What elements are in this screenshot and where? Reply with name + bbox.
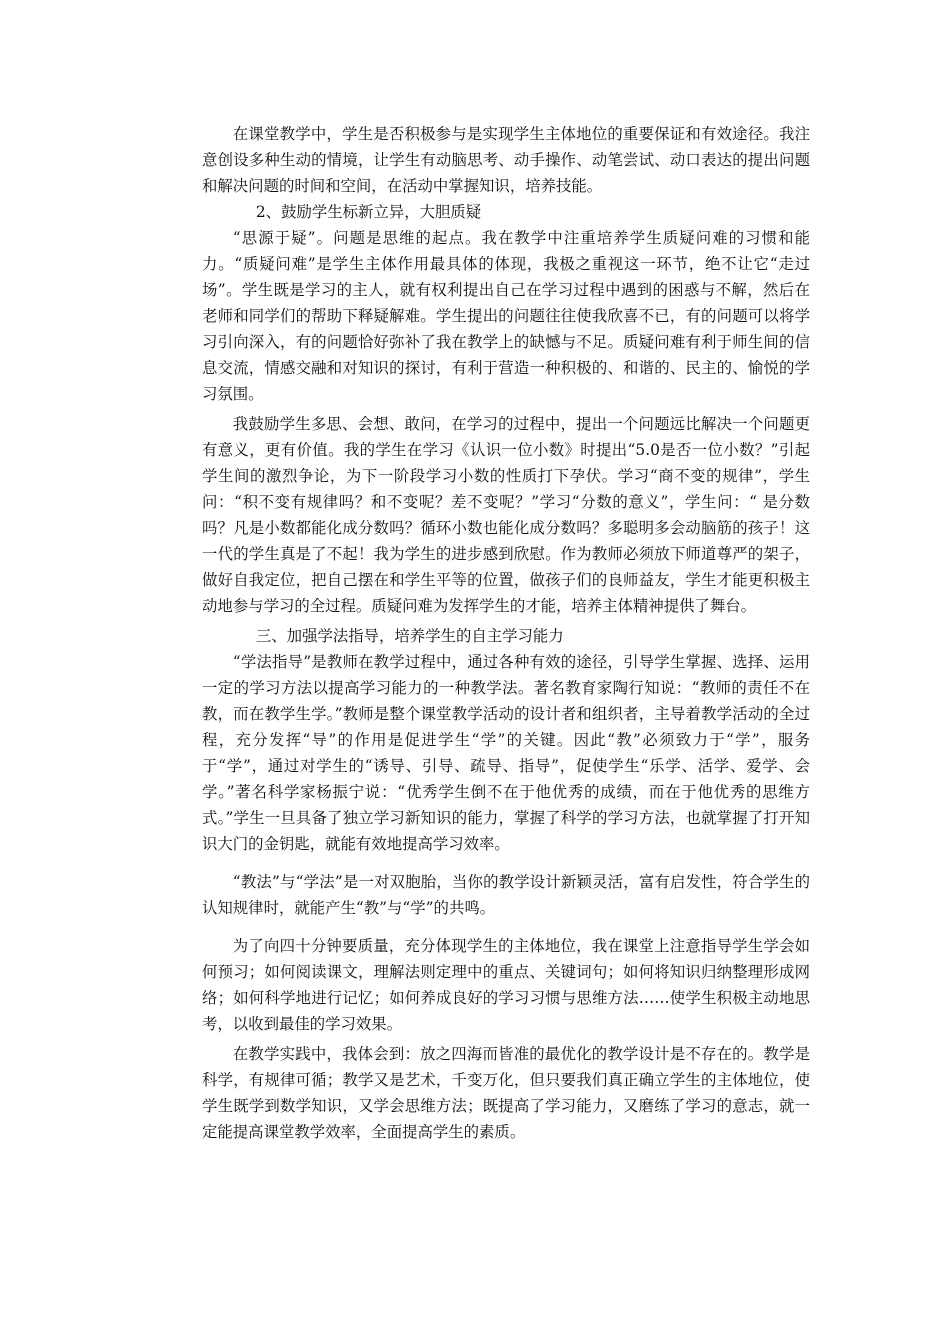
paragraph-encourage-questions: 我鼓励学生多思、会想、敢问，在学习的过程中，提出一个问题远比解决一个问题更有意义，更有价值。我的学生在学习《认识一位小数》时提出“5.0是否一位小数？”引起学生间的激烈争论，为下一阶段学习小数的性质打下孕伏。学习“商不变的规律”，学生问：“积不变有规律吗？和不变呢？差不变呢？”学习“分数的意义”，学生问：“ 是分数吗？凡是小数都能化成分数吗？循环小数也能化成分数吗？多聪明多会动脑筋的孩子！这一代的学生真是了不起！我为学生的进步感到欣慰。作为教师必须放下师道尊严的架子，做好自我定位，把自己摆在和学生平等的位置，做孩子们的良师益友，学生才能更积极主动地参与学习的全过程。质疑问难为发挥学生的才能，培养主体精神提供了舞台。 xyxy=(202,415,810,615)
paragraph-conclusion: 在教学实践中，我体会到：放之四海而皆准的最优化的教学设计是不存在的。教学是科学，有规律可循；教学又是艺术，千变万化，但只要我们真正确立学生的主体地位，使学生既学到数学知识，又学会思维方法；既提高了学习能力，又磨练了学习的意志，就一定能提高课堂教学效率，全面提高学生的素质。 xyxy=(202,1045,810,1141)
section-heading-questioning: 2、鼓励学生标新立异，大胆质疑 xyxy=(255,203,482,221)
paragraph-participation: 在课堂教学中，学生是否积极参与是实现学生主体地位的重要保证和有效途径。我注意创设多种生动的情境，让学生有动脑思考、动手操作、动笔尝试、动口表达的提出问题和解决问题的时间和空间，在活动中掌握知识，培养技能。 xyxy=(202,125,810,195)
document-page xyxy=(202,121,810,1145)
paragraph-thinking-from-doubt: “思源于疑”。问题是思维的起点。我在教学中注重培养学生质疑问难的习惯和能力。“质疑问难”是学生主体作用最具体的体现，我极之重视这一环节，绝不让它“走过场”。学生既是学习的主人，就有权利提出自己在学习过程中遇到的困惑与不解，然后在老师和同学们的帮助下释疑解难。学生提出的问题往往使我欣喜不已，有的问题可以将学习引向深入，有的问题恰好弥补了我在教学上的缺憾与不足。质疑问难有利于师生间的信息交流，情感交融和对知识的探讨，有利于营造一种积极的、和谐的、民主的、愉悦的学习氛围。 xyxy=(202,229,810,403)
section-heading-study-methods: 三、加强学法指导，培养学生的自主学习能力 xyxy=(255,627,564,645)
paragraph-teaching-and-learning: “教法”与“学法”是一对双胞胎，当你的教学设计新颖灵活，富有启发性，符合学生的认知规律时，就能产生“教”与“学”的共鸣。 xyxy=(202,873,810,917)
paragraph-forty-minutes: 为了向四十分钟要质量，充分体现学生的主体地位，我在课堂上注意指导学生学会如何预习；如何阅读课文，理解法则定理中的重点、关键词句；如何将知识归纳整理形成网络；如何科学地进行记忆；如何养成良好的学习习惯与思维方法……使学生积极主动地思考，以收到最佳的学习效果。 xyxy=(202,937,810,1033)
paragraph-study-method-guidance: “学法指导”是教师在教学过程中，通过各种有效的途径，引导学生掌握、选择、运用一定的学习方法以提高学习能力的一种教学法。著名教育家陶行知说：“教师的责任不在教，而在教学生学。”教师是整个课堂教学活动的设计者和组织者，主导着教学活动的全过程，充分发挥“导”的作用是促进学生“学”的关键。因此“教”必须致力于“学”，服务于“学”，通过对学生的“诱导、引导、疏导、指导”，促使学生“乐学、活学、爱学、会学。”著名科学家杨振宁说：“优秀学生倒不在于他优秀的成绩，而在于他优秀的思维方式。”学生一旦具备了独立学习新知识的能力，掌握了科学的学习方法，也就掌握了打开知识大门的金钥匙，就能有效地提高学习效率。 xyxy=(202,653,810,853)
